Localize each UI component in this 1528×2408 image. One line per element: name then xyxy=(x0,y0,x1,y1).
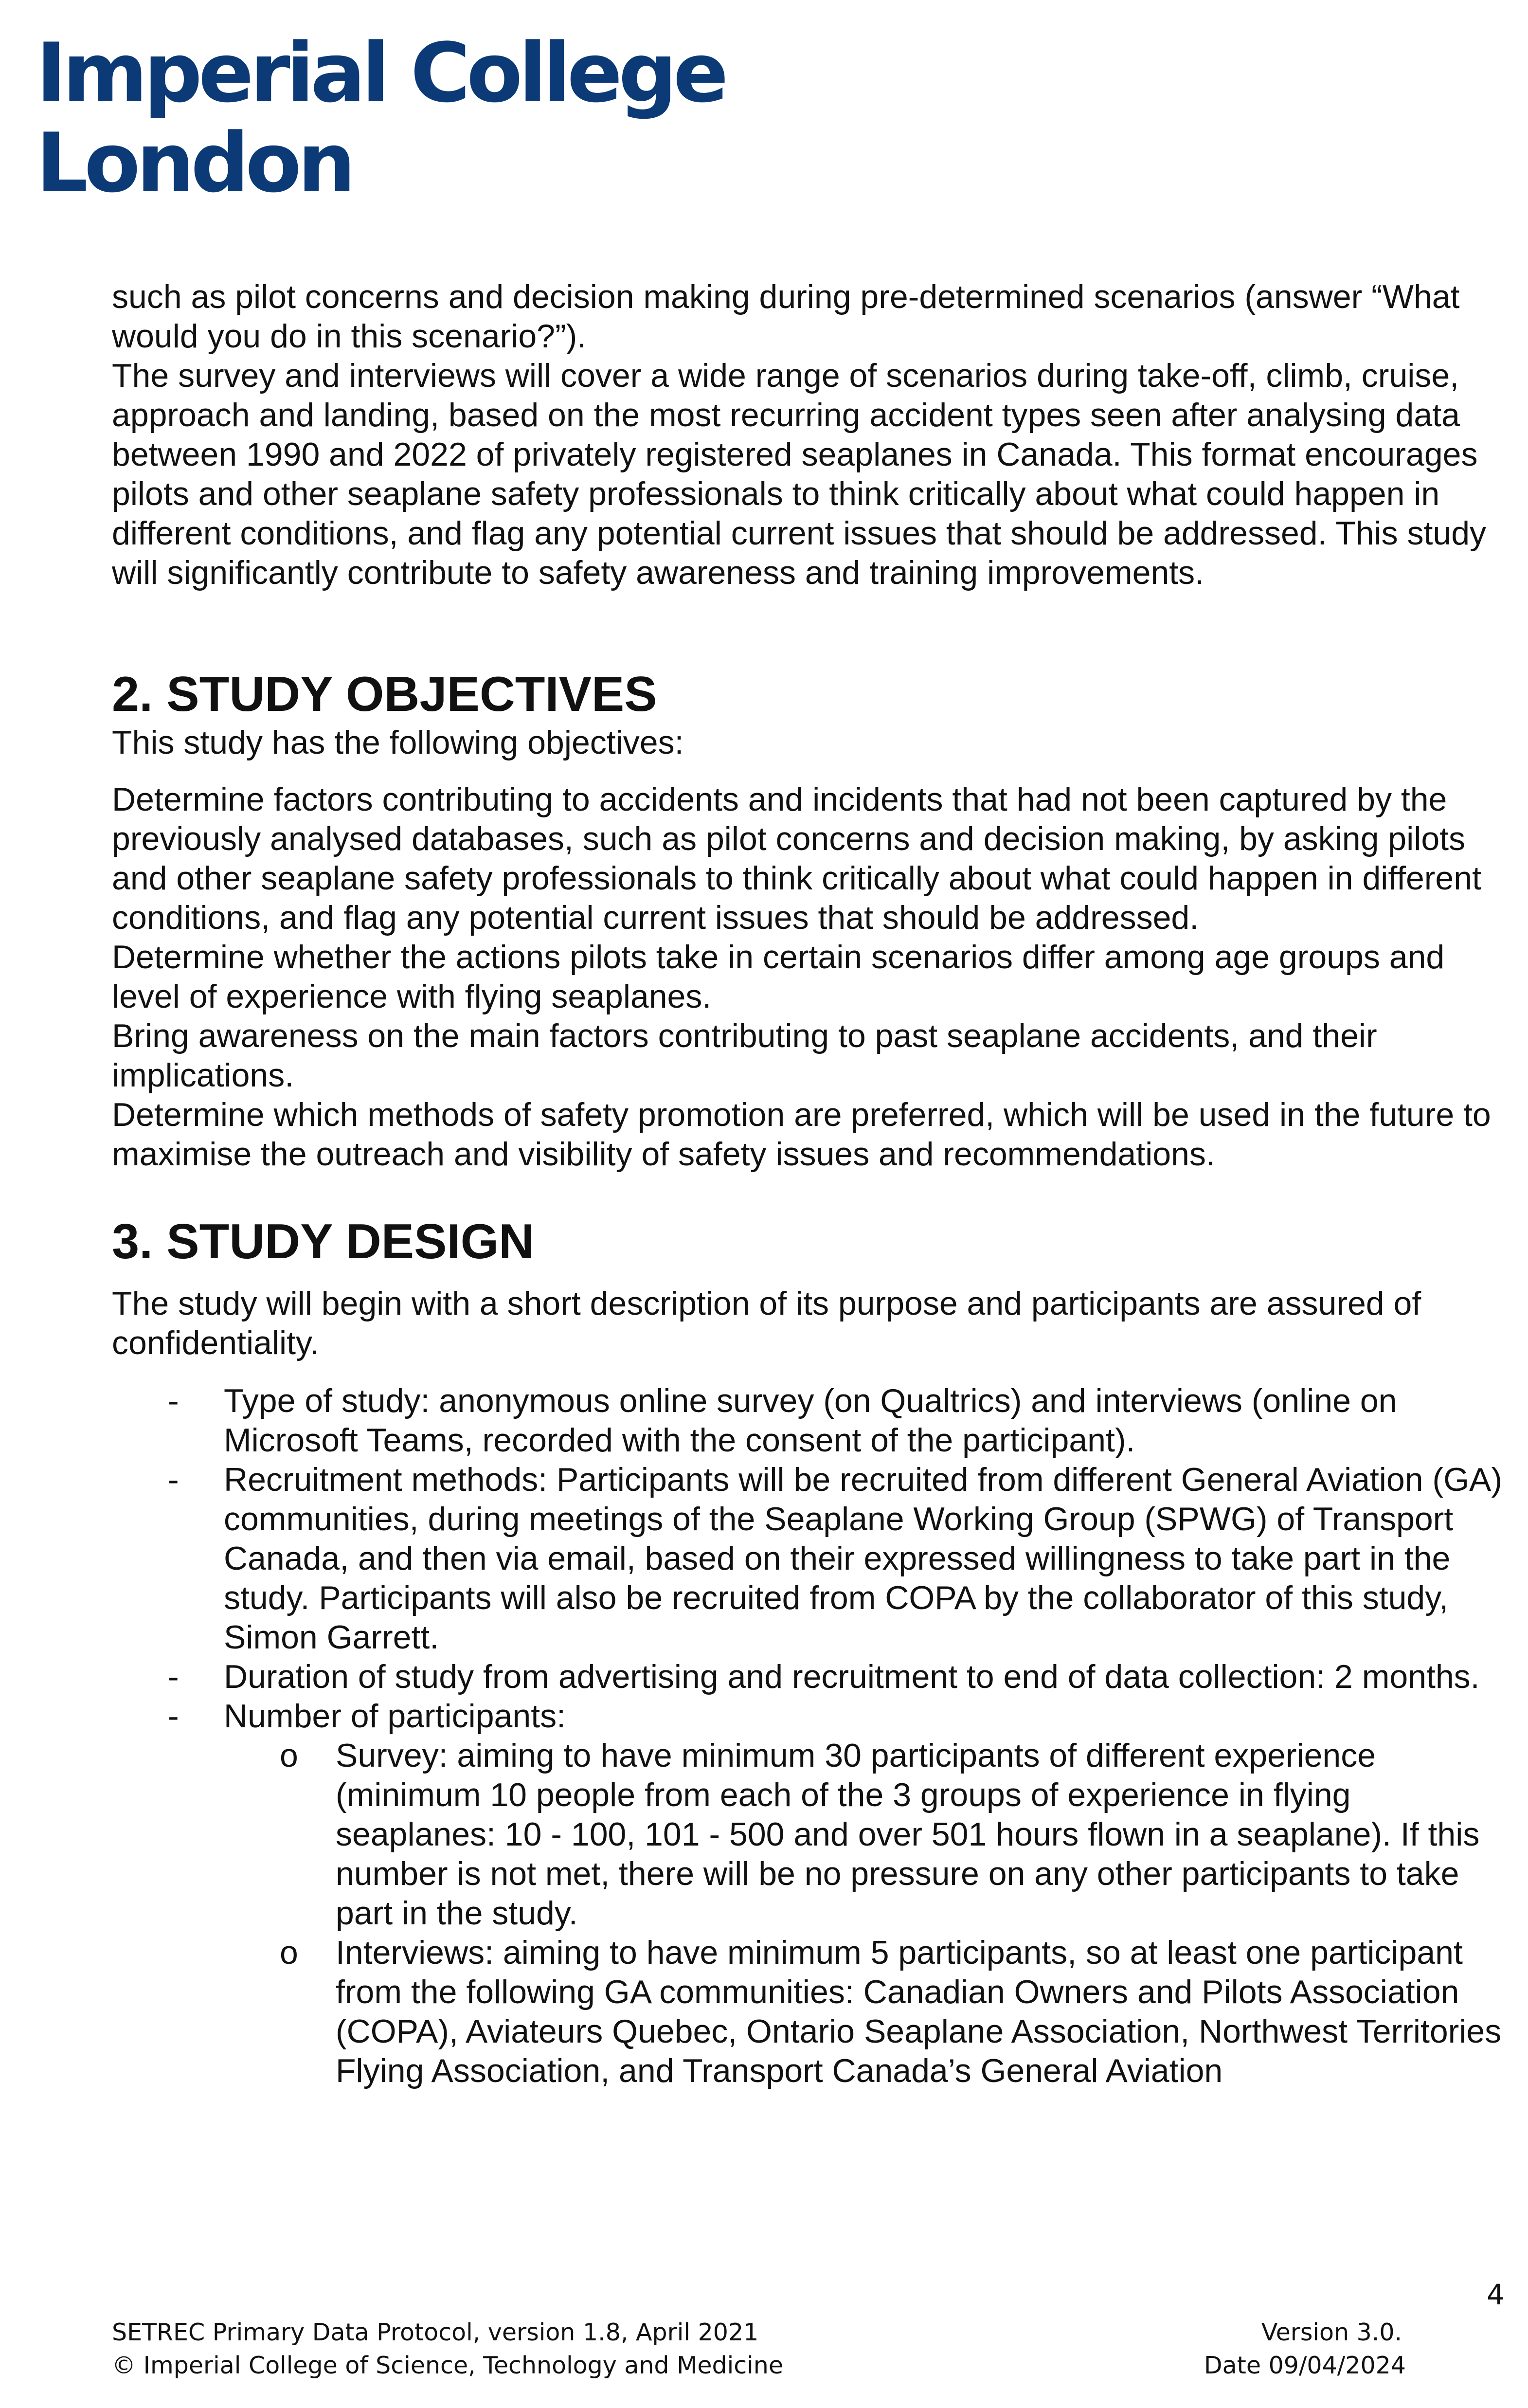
section-heading-objectives: 2. STUDY OBJECTIVES xyxy=(112,667,657,722)
sub-bullet-text: Survey: aiming to have minimum 30 participants of different experience (minimum 10 people from each of the 3 groups of experience in flying seaplanes: 10 - 100, 101 - 500 and over 501 hours flown in a seaplane). If this number is not met, there will be no pressure on any other participants to take part in the study. xyxy=(336,1737,1480,1932)
footer-copyright: © Imperial College of Science, Technology and Medicine xyxy=(112,2352,783,2379)
design-lead: The study will begin with a short description of its purpose and participants are assured of confidentiality. xyxy=(112,1285,1421,1361)
bullet-dash: - xyxy=(168,1658,179,1695)
circle-bullet: o xyxy=(280,1737,298,1774)
sub-bullet-text: Interviews: aiming to have minimum 5 participants, so at least one participant from the following GA communities: Canadian Owners and Pilots Association (COPA), Aviateurs Quebec, Ontario Seaplane Association, Northwest Territories Flying Association, and Transport Canada’s General Aviation xyxy=(336,1934,1502,2089)
bullet-text: Duration of study from advertising and recruitment to end of data collection: 2 months. xyxy=(224,1658,1480,1695)
body-content xyxy=(112,277,1513,2091)
bullet-dash: - xyxy=(168,1461,179,1498)
objectives-lead: This study has the following objectives: xyxy=(112,724,684,761)
logo-line-1: Imperial College xyxy=(36,25,725,121)
participants-sub-list xyxy=(224,1736,1513,2091)
section-heading-design: 3. STUDY DESIGN xyxy=(112,1214,535,1269)
sub-list-item xyxy=(224,1933,1513,2091)
intro-paragraph-1: such as pilot concerns and decision making during pre-determined scenarios (answer “What would you do in this scenario?”). xyxy=(112,278,1460,355)
logo-line-2: London xyxy=(36,115,352,211)
bullet-text: Type of study: anonymous online survey (on Qualtrics) and interviews (online on Microsoft Teams, recorded with the consent of the participant). xyxy=(224,1382,1397,1459)
design-bullet-list xyxy=(112,1381,1513,2091)
objective-item: Determine whether the actions pilots take in certain scenarios differ among age groups and level of experience with flying seaplanes. xyxy=(112,939,1445,1015)
bullet-text: Number of participants: xyxy=(224,1698,566,1735)
list-item xyxy=(112,1697,1513,2091)
imperial-college-logo xyxy=(36,25,725,211)
footer-right xyxy=(1204,2316,1406,2382)
list-item xyxy=(112,1657,1513,1697)
list-item xyxy=(112,1460,1513,1657)
list-item xyxy=(112,1381,1513,1460)
objective-item: Determine which methods of safety promotion are preferred, which will be used in the future to maximise the outreach and visibility of safety issues and recommendations. xyxy=(112,1096,1491,1173)
footer-version: Version 3.0. xyxy=(1261,2318,1402,2346)
page-number: 4 xyxy=(1487,2278,1505,2311)
objective-item: Determine factors contributing to accidents and incidents that had not been captured by the previously analysed databases, such as pilot concerns and decision making, by asking pilots and other seaplane safety professionals to think critically about what could happen in different conditions, and flag any potential current issues that should be addressed. xyxy=(112,781,1481,936)
bullet-dash: - xyxy=(168,1382,179,1419)
footer-left xyxy=(112,2316,783,2382)
bullet-dash: - xyxy=(168,1698,179,1735)
intro-paragraph-2: The survey and interviews will cover a wide range of scenarios during take-off, climb, cruise, approach and landing, based on the most recurring accident types seen after analysing data between 1990 and 2022 of privately registered seaplanes in Canada. This format encourages pilots and other seaplane safety professionals to think critically about what could happen in different conditions, and flag any potential current issues that should be addressed. This study will significantly contribute to safety awareness and training improvements. xyxy=(112,357,1487,591)
footer-protocol-version: SETREC Primary Data Protocol, version 1.8, April 2021 xyxy=(112,2318,759,2346)
bullet-text: Recruitment methods: Participants will be recruited from different General Aviation (GA) communities, during meetings of the Seaplane Working Group (SPWG) of Transport Canada, and then via email, based on their expressed willingness to take part in the study. Participants will also be recruited from COPA by the collaborator of this study, Simon Garrett. xyxy=(224,1461,1502,1656)
objective-item: Bring awareness on the main factors contributing to past seaplane accidents, and their implications. xyxy=(112,1017,1377,1094)
sub-list-item xyxy=(224,1736,1513,1933)
footer-date: Date 09/04/2024 xyxy=(1204,2352,1406,2379)
circle-bullet: o xyxy=(280,1934,298,1971)
